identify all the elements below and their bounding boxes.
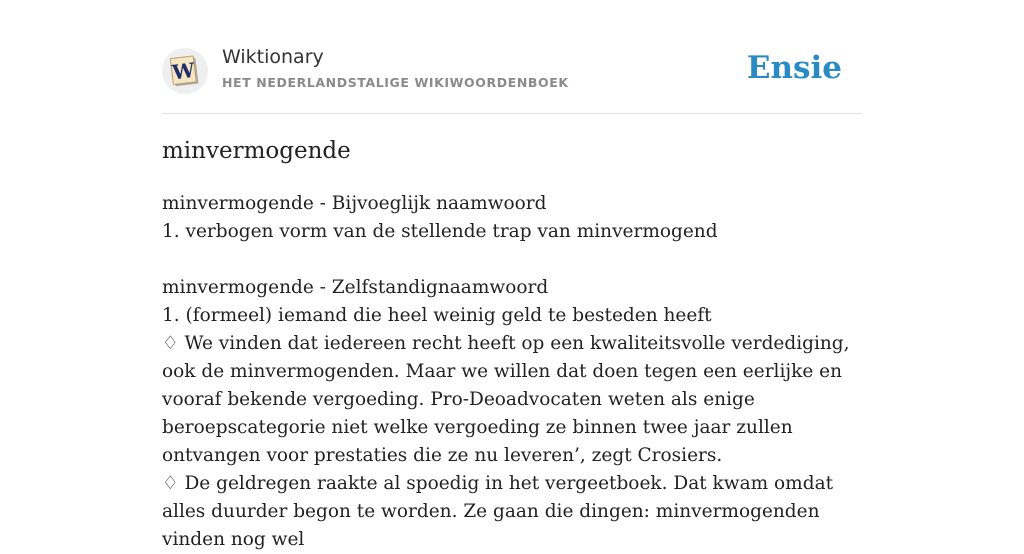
header-divider: [162, 113, 862, 114]
ensie-brand-link[interactable]: Ensie: [746, 50, 842, 86]
example-sentence: ♢ We vinden dat iedereen recht heeft op een kwaliteitsvolle verdediging, ook de minvermogenden. Maar we willen dat doen tegen een eerlijke en vooraf bekende vergoeding. Pro-Deoadvocaten weten als enige beroepscategorie niet welke vergoeding ze binnen twee jaar zullen ontvangen voor prestaties die ze nu leveren’, zegt Crosiers.: [162, 333, 850, 466]
site-header: [162, 46, 862, 96]
page-title: minvermogende: [162, 138, 351, 164]
definition-line: 1. (formeel) iemand die heel weinig geld te besteden heeft: [162, 305, 712, 326]
site-tagline: HET NEDERLANDSTALIGE WIKIWOORDENBOEK: [222, 75, 569, 90]
entry-heading-adjective: minvermogende - Bijvoeglijk naamwoord: [162, 193, 547, 214]
svg-text:W: W: [170, 57, 197, 85]
definition-content: [162, 190, 862, 554]
definition-line: 1. verbogen vorm van de stellende trap van minvermogend: [162, 221, 718, 242]
entry-heading-noun: minvermogende - Zelfstandignaamwoord: [162, 277, 549, 298]
wiktionary-logo-icon[interactable]: [162, 48, 208, 94]
example-sentence: ♢ De geldregen raakte al spoedig in het vergeetboek. Dat kwam omdat alles duurder begon te worden. Ze gaan die dingen: minvermogenden vinden nog wel: [162, 473, 834, 550]
site-name[interactable]: Wiktionary: [222, 46, 324, 68]
entry-separator: [162, 246, 862, 274]
